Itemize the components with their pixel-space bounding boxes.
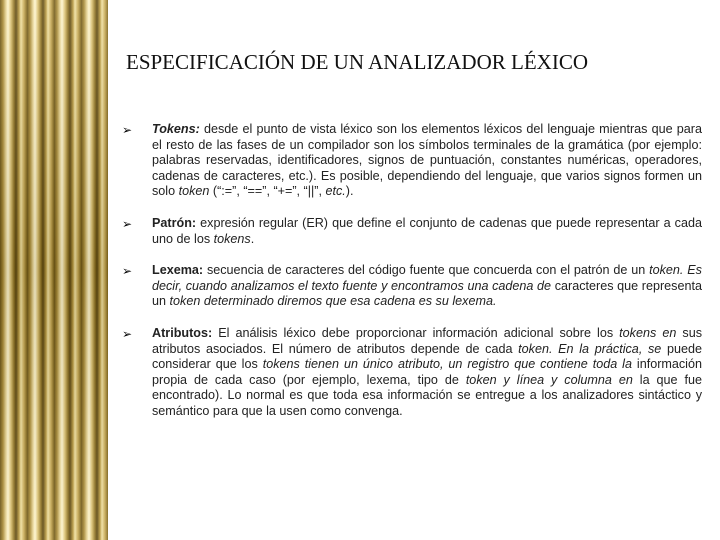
bullet-item-patron <box>122 216 702 247</box>
text-segment: secuencia de caracteres del código fuente que concuerda con el patrón de un <box>203 263 650 278</box>
decorative-gold-band <box>0 0 108 540</box>
text-segment: puede considerar que los <box>152 341 702 372</box>
italic-text-segment: token <box>178 184 210 199</box>
arrowhead-bullet-icon: ➢ <box>122 326 133 341</box>
italic-text-segment: tokens <box>213 231 251 246</box>
bullet-text <box>152 216 702 247</box>
bullet-list <box>122 122 702 436</box>
italic-text-segment: token determinado diremos que esa cadena es su lexema. <box>169 294 497 309</box>
bullet-term: Lexema: <box>152 263 204 278</box>
text-segment: sus atributos asociados. El número de atributos depende de cada <box>152 325 702 356</box>
text-segment: expresión regular (ER) que define el conjunto de cadenas que puede representar a cada uno de los <box>152 215 702 246</box>
italic-text-segment: token y línea y columna en <box>465 372 633 387</box>
arrowhead-bullet-icon: ➢ <box>122 264 133 279</box>
text-segment: la que fue encontrado). Lo normal es que toda esa información se entregue a los analizadores sintáctico y semántico para que la usen como convenga. <box>152 372 702 418</box>
text-segment: ). <box>345 184 354 199</box>
bullet-text <box>152 326 702 420</box>
arrowhead-bullet-icon: ➢ <box>122 216 133 231</box>
text-segment: desde el punto de vista léxico son los elementos léxicos del lenguaje mientras que para el resto de las fases de un compilador son los símbolos terminales de la gramática (por ejemplo: palabras reservadas, identificadores, signos de puntuación, constantes numéricas, operadores, cadenas de caracteres, etc.). Es posible, dependiendo del lenguaje, que varios signos formen un solo <box>152 122 702 199</box>
text-segment: información propia de cada caso (por ejemplo, lexema, tipo de <box>152 357 702 387</box>
bullet-text <box>152 122 702 200</box>
bullet-item-atributos <box>122 326 702 420</box>
slide-title: ESPECIFICACIÓN DE UN ANALIZADOR LÉXICO <box>126 50 588 74</box>
text-segment: . <box>250 231 255 246</box>
bullet-item-tokens <box>122 122 702 200</box>
bullet-item-lexema <box>122 263 702 310</box>
bullet-text <box>152 263 702 310</box>
text-segment: caracteres que representa un <box>152 278 702 309</box>
bullet-term: Atributos: <box>152 325 213 340</box>
bullet-term: Tokens: <box>152 122 200 136</box>
bullet-term: Patrón: <box>152 215 197 230</box>
italic-text-segment: token. En la práctica, se <box>518 341 662 356</box>
arrowhead-bullet-icon: ➢ <box>122 123 133 137</box>
italic-text-segment: tokens tienen un único atributo, un registro que contiene toda la <box>262 357 632 372</box>
text-segment: (“:=”, “==”, “+=”, “||”, <box>209 184 326 199</box>
italic-text-segment: token. Es decir, cuando analizamos el texto fuente y encontramos una cadena de <box>152 263 702 293</box>
text-segment: El análisis léxico debe proporcionar información adicional sobre los <box>212 325 620 340</box>
italic-text-segment: tokens en <box>619 325 677 340</box>
italic-text-segment: etc. <box>325 184 346 199</box>
